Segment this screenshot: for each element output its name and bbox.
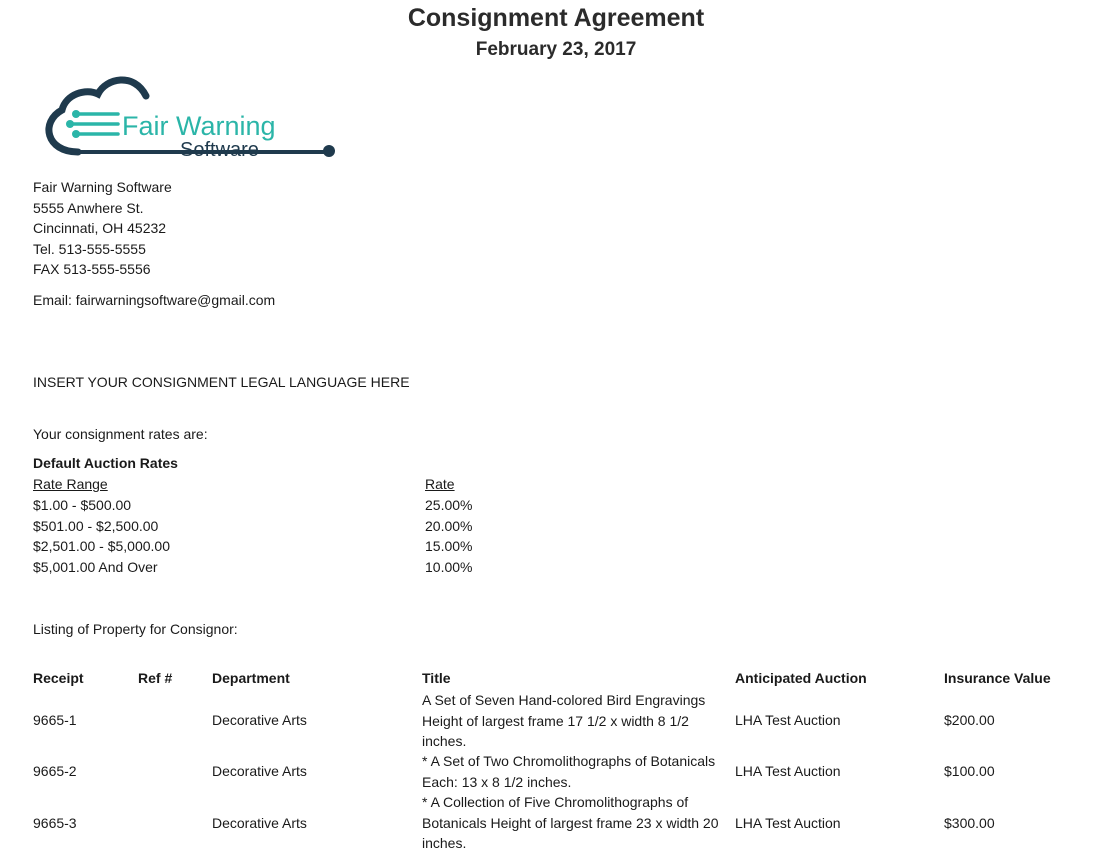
department-cell: Decorative Arts	[212, 815, 307, 831]
receipt-cell: 9665-1	[33, 712, 77, 728]
company-email: Email: fairwarningsoftware@gmail.com	[33, 292, 276, 308]
title-cell: * A Set of Two Chromolithographs of Botanicals Each: 13 x 8 1/2 inches.	[422, 753, 716, 790]
header-department: Department	[212, 670, 290, 686]
rate-value-list	[425, 495, 472, 577]
cloud-logo-icon	[38, 74, 338, 164]
rate-range-cell: $2,501.00 - $5,000.00	[33, 538, 171, 554]
rate-range-cell: $1.00 - $500.00	[33, 497, 132, 513]
insurance-cell: $100.00	[944, 763, 995, 779]
logo-line2: Software	[180, 139, 259, 161]
company-street: 5555 Anwhere St.	[33, 199, 144, 216]
rate-range-list	[33, 495, 170, 577]
header-ref: Ref #	[138, 670, 173, 686]
title-cell: A Set of Seven Hand-colored Bird Engravings Height of largest frame 17 1/2 x width 8 1/2 inches.	[422, 692, 706, 749]
auction-cell: LHA Test Auction	[735, 815, 841, 831]
rate-range-header: Rate Range	[33, 476, 108, 492]
header-receipt: Receipt	[33, 670, 84, 686]
rate-range-cell: $501.00 - $2,500.00	[33, 517, 159, 534]
company-fax: FAX 513-555-5556	[33, 261, 151, 277]
insurance-cell: $200.00	[944, 712, 995, 728]
company-name: Fair Warning Software	[33, 179, 172, 195]
rates-heading: Default Auction Rates	[33, 455, 178, 471]
logo-line1: Fair Warning	[122, 111, 276, 141]
listing-intro: Listing of Property for Consignor:	[33, 621, 238, 637]
company-city: Cincinnati, OH 45232	[33, 220, 167, 236]
document-date: February 23, 2017	[475, 39, 637, 60]
rate-range-cell: $5,001.00 And Over	[33, 558, 158, 575]
receipt-cell: 9665-3	[33, 815, 77, 831]
department-cell: Decorative Arts	[212, 712, 307, 728]
document-title: Consignment Agreement	[407, 4, 705, 32]
rate-value-cell: 10.00%	[425, 558, 473, 575]
rate-value-cell: 20.00%	[425, 517, 473, 534]
company-tel: Tel. 513-555-5555	[33, 240, 146, 257]
legal-language: INSERT YOUR CONSIGNMENT LEGAL LANGUAGE HERE	[33, 374, 410, 390]
department-cell: Decorative Arts	[212, 763, 307, 779]
auction-cell: LHA Test Auction	[735, 712, 841, 728]
insurance-cell: $300.00	[944, 815, 995, 831]
header-title: Title	[422, 670, 451, 686]
header-insurance: Insurance Value	[944, 670, 1051, 686]
header-auction: Anticipated Auction	[735, 670, 867, 686]
company-logo	[38, 74, 338, 164]
rates-intro: Your consignment rates are:	[33, 426, 208, 442]
auction-cell: LHA Test Auction	[735, 763, 841, 779]
rate-value-cell: 15.00%	[425, 538, 473, 554]
company-address	[33, 177, 172, 280]
rate-header: Rate	[425, 476, 455, 492]
title-cell: * A Collection of Five Chromolithographs of Botanicals Height of largest frame 23 x width 20 inches.	[422, 794, 719, 851]
rate-value-cell: 25.00%	[425, 497, 473, 513]
receipt-cell: 9665-2	[33, 763, 77, 779]
